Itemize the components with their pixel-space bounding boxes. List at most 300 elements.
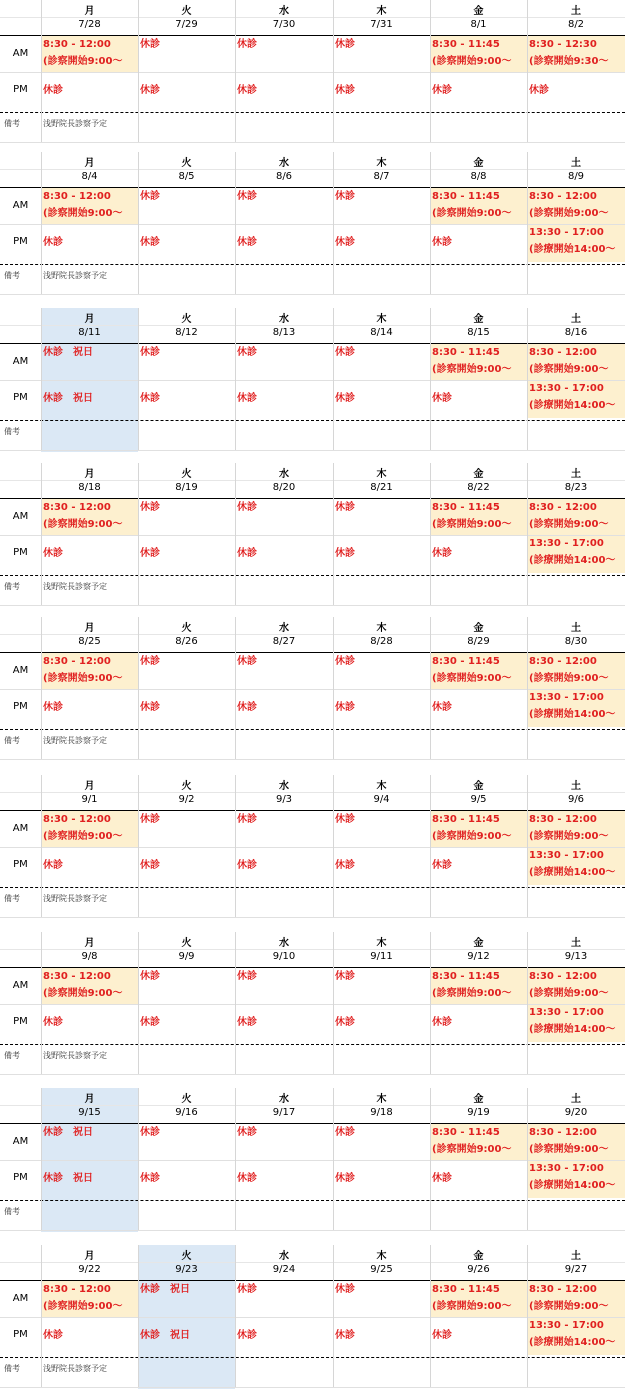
schedule-text: 8:30 - 12:00 <box>529 502 597 513</box>
schedule-text: 休診 <box>237 39 257 50</box>
schedule-text: 休診 <box>335 191 355 202</box>
pm-label: PM <box>13 84 28 95</box>
am-slot <box>430 188 527 224</box>
schedule-text: 休診 <box>140 347 160 358</box>
date-cell: 8/30 <box>564 636 588 647</box>
schedule-text: 休診 <box>335 971 355 982</box>
schedule-text: (診察開始9:00〜 <box>529 208 609 219</box>
schedule-text: 休診 祝日 <box>43 1127 93 1138</box>
weekday-header: 金 <box>473 623 484 634</box>
pm-slot <box>527 535 625 573</box>
pm-slot <box>430 380 527 418</box>
weekday-header: 火 <box>181 158 192 169</box>
row-divider <box>0 1004 625 1005</box>
schedule-text: 休診 祝日 <box>140 1284 190 1295</box>
weekday-header: 月 <box>84 623 95 634</box>
am-slot <box>41 811 138 847</box>
schedule-text: 8:30 - 12:00 <box>43 656 111 667</box>
row-divider <box>0 72 625 73</box>
column-divider <box>430 463 431 605</box>
schedule-text: 休診 <box>237 1017 257 1028</box>
weekday-header: 木 <box>376 314 387 325</box>
pm-slot <box>41 380 138 418</box>
column-divider <box>235 617 236 759</box>
row-divider <box>0 575 625 576</box>
note-label: 備考 <box>4 736 20 745</box>
am-slot <box>333 1281 430 1317</box>
date-cell: 8/27 <box>272 636 296 647</box>
pm-slot <box>333 1160 430 1198</box>
schedule-text: 休診 <box>140 502 160 513</box>
pm-slot <box>235 1004 333 1042</box>
pm-slot <box>235 224 333 262</box>
row-divider <box>0 380 625 381</box>
schedule-text: 8:30 - 12:00 <box>43 191 111 202</box>
schedule-text: 休診 <box>140 85 160 96</box>
date-cell: 8/7 <box>373 171 390 182</box>
am-slot <box>235 36 333 72</box>
date-cell: 8/18 <box>78 482 101 493</box>
schedule-text: (診察開始9:00〜 <box>432 519 512 530</box>
schedule-text: 8:30 - 11:45 <box>432 1284 500 1295</box>
schedule-text: (診察開始9:00〜 <box>43 519 123 530</box>
schedule-text: 休診 祝日 <box>43 1173 93 1184</box>
row-divider <box>0 142 625 143</box>
am-slot <box>138 344 235 380</box>
row-divider <box>0 169 625 170</box>
am-slot <box>235 811 333 847</box>
note-label: 備考 <box>4 894 20 903</box>
schedule-text: 休診 <box>237 85 257 96</box>
column-divider <box>333 617 334 759</box>
schedule-text: 8:30 - 11:45 <box>432 1127 500 1138</box>
week-block <box>0 0 625 152</box>
pm-slot <box>527 380 625 418</box>
pm-label: PM <box>13 1329 28 1340</box>
column-divider <box>235 1245 236 1387</box>
week-block <box>0 308 625 463</box>
date-cell: 8/19 <box>175 482 198 493</box>
am-slot <box>235 1281 333 1317</box>
pm-slot <box>41 1160 138 1198</box>
am-slot <box>235 653 333 689</box>
am-slot <box>41 1124 138 1160</box>
schedule-text: (診療開始14:00〜 <box>529 1024 616 1035</box>
schedule-text: 休診 <box>432 702 452 713</box>
row-divider <box>0 1387 625 1388</box>
schedule-text: (診察開始9:00〜 <box>432 208 512 219</box>
schedule-text: 休診 <box>432 1330 452 1341</box>
pm-slot <box>138 1317 235 1355</box>
row-divider <box>0 1280 625 1281</box>
am-slot <box>235 344 333 380</box>
schedule-text: 休診 <box>140 814 160 825</box>
schedule-text: (診察開始9:00〜 <box>43 208 123 219</box>
note-label: 備考 <box>4 1364 20 1373</box>
am-slot <box>41 188 138 224</box>
am-slot <box>333 36 430 72</box>
column-divider <box>235 308 236 450</box>
pm-slot <box>333 72 430 110</box>
weekday-header: 火 <box>181 1094 192 1105</box>
schedule-text: 休診 <box>335 237 355 248</box>
date-cell: 8/26 <box>175 636 198 647</box>
schedule-text: 休診 <box>529 85 549 96</box>
schedule-text: (診察開始9:00〜 <box>432 364 512 375</box>
schedule-text: 休診 <box>237 702 257 713</box>
row-divider <box>0 450 625 451</box>
column-divider <box>138 152 139 294</box>
schedule-text: 休診 <box>140 191 160 202</box>
pm-slot <box>138 72 235 110</box>
schedule-text: (診察開始9:00〜 <box>432 831 512 842</box>
schedule-text: 休診 <box>335 1173 355 1184</box>
column-divider <box>527 308 528 450</box>
am-label: AM <box>12 200 29 211</box>
row-divider <box>0 689 625 690</box>
column-divider <box>41 617 42 759</box>
schedule-text: (診療開始14:00〜 <box>529 709 616 720</box>
schedule-text: 13:30 - 17:00 <box>529 227 604 238</box>
pm-slot <box>430 689 527 727</box>
schedule-text: 13:30 - 17:00 <box>529 1007 604 1018</box>
pm-slot <box>527 1004 625 1042</box>
am-slot <box>527 653 625 689</box>
schedule-text: 休診 <box>335 860 355 871</box>
note-text: 浅野院長診察予定 <box>43 271 107 280</box>
schedule-text: 13:30 - 17:00 <box>529 692 604 703</box>
schedule-text: (診察開始9:00〜 <box>529 1144 609 1155</box>
schedule-text: (診療開始14:00〜 <box>529 555 616 566</box>
am-slot <box>138 1124 235 1160</box>
schedule-text: 13:30 - 17:00 <box>529 538 604 549</box>
column-divider <box>527 775 528 917</box>
column-divider <box>41 1245 42 1387</box>
schedule-text: 休診 <box>140 656 160 667</box>
schedule-text: 休診 <box>140 1173 160 1184</box>
pm-slot <box>430 72 527 110</box>
schedule-text: (診療開始14:00〜 <box>529 1180 616 1191</box>
am-slot <box>333 499 430 535</box>
am-slot <box>138 36 235 72</box>
pm-slot <box>527 847 625 885</box>
column-divider <box>138 1088 139 1230</box>
date-cell: 8/6 <box>275 171 293 182</box>
column-divider <box>527 1088 528 1230</box>
pm-slot <box>235 535 333 573</box>
pm-slot <box>138 847 235 885</box>
date-cell: 9/2 <box>178 794 195 805</box>
weekday-header: 木 <box>376 938 387 949</box>
schedule-text: 休診 <box>335 1330 355 1341</box>
weekday-header: 土 <box>571 469 581 480</box>
pm-slot <box>430 1160 527 1198</box>
date-cell: 9/22 <box>78 1264 101 1275</box>
am-slot <box>138 1281 235 1317</box>
pm-slot <box>333 847 430 885</box>
am-label: AM <box>12 48 29 59</box>
column-divider <box>333 932 334 1074</box>
column-divider <box>235 152 236 294</box>
weekday-header: 火 <box>181 469 192 480</box>
note-label: 備考 <box>4 119 20 128</box>
week-block <box>0 1245 625 1385</box>
column-divider <box>333 1088 334 1230</box>
week-block <box>0 775 625 932</box>
am-label: AM <box>12 1293 29 1304</box>
weekday-header: 月 <box>84 469 95 480</box>
pm-slot <box>333 689 430 727</box>
weekday-header: 金 <box>473 1094 484 1105</box>
row-divider <box>0 917 625 918</box>
schedule-text: (診療開始14:00〜 <box>529 1337 616 1348</box>
date-cell: 8/2 <box>567 19 585 30</box>
column-divider <box>430 1245 431 1387</box>
schedule-text: 休診 <box>237 502 257 513</box>
row-divider <box>0 810 625 811</box>
pm-slot <box>138 689 235 727</box>
pm-slot <box>138 535 235 573</box>
row-divider <box>0 652 625 653</box>
pm-label: PM <box>13 392 28 403</box>
schedule-text: 休診 <box>140 1017 160 1028</box>
schedule-text: 休診 <box>237 347 257 358</box>
column-divider <box>138 1245 139 1387</box>
pm-label: PM <box>13 701 28 712</box>
am-slot <box>333 188 430 224</box>
weekday-header: 火 <box>181 6 192 17</box>
schedule-text: 休診 <box>43 85 63 96</box>
column-divider <box>41 1088 42 1230</box>
schedule-text: (診察開始9:00〜 <box>43 673 123 684</box>
schedule-text: 8:30 - 12:00 <box>529 191 597 202</box>
column-divider <box>430 308 431 450</box>
am-slot <box>430 36 527 72</box>
column-divider <box>41 152 42 294</box>
weekday-header: 水 <box>279 469 289 480</box>
schedule-text: 休診 <box>335 502 355 513</box>
schedule-text: 8:30 - 12:00 <box>43 39 111 50</box>
date-cell: 9/19 <box>467 1107 490 1118</box>
row-divider <box>0 605 625 606</box>
am-slot <box>235 188 333 224</box>
schedule-text: 休診 <box>335 548 355 559</box>
pm-slot <box>333 1004 430 1042</box>
pm-slot <box>235 1317 333 1355</box>
weekday-header: 月 <box>84 1251 95 1262</box>
schedule-text: 休診 <box>140 1127 160 1138</box>
schedule-text: 休診 <box>335 814 355 825</box>
weekday-header: 水 <box>279 1094 289 1105</box>
am-slot <box>333 653 430 689</box>
schedule-text: 13:30 - 17:00 <box>529 383 604 394</box>
weekday-header: 木 <box>376 469 387 480</box>
schedule-text: 8:30 - 12:00 <box>529 656 597 667</box>
schedule-text: (診察開始9:00〜 <box>43 1301 123 1312</box>
week-block <box>0 932 625 1088</box>
column-divider <box>235 463 236 605</box>
am-slot <box>430 811 527 847</box>
am-slot <box>138 499 235 535</box>
pm-slot <box>527 689 625 727</box>
am-slot <box>138 188 235 224</box>
schedule-text: 休診 <box>237 237 257 248</box>
schedule-text: 8:30 - 11:45 <box>432 656 500 667</box>
am-slot <box>41 499 138 535</box>
schedule-text: 8:30 - 11:45 <box>432 347 500 358</box>
schedule-text: 休診 <box>43 237 63 248</box>
weekday-header: 火 <box>181 1251 192 1262</box>
am-slot <box>430 968 527 1004</box>
weekday-header: 金 <box>473 314 484 325</box>
row-divider <box>0 325 625 326</box>
row-divider <box>0 187 625 188</box>
column-divider <box>333 308 334 450</box>
date-cell: 9/16 <box>175 1107 198 1118</box>
pm-slot <box>138 1160 235 1198</box>
weekday-header: 水 <box>279 938 289 949</box>
pm-slot <box>41 72 138 110</box>
am-slot <box>333 811 430 847</box>
date-cell: 9/17 <box>272 1107 296 1118</box>
schedule-text: 休診 <box>140 860 160 871</box>
row-divider <box>0 967 625 968</box>
pm-slot <box>527 1160 625 1198</box>
date-cell: 8/4 <box>81 171 98 182</box>
schedule-text: (診察開始9:00〜 <box>432 673 512 684</box>
date-cell: 9/27 <box>564 1264 588 1275</box>
pm-slot <box>527 224 625 262</box>
date-cell: 9/18 <box>370 1107 393 1118</box>
date-cell: 8/25 <box>78 636 101 647</box>
column-divider <box>527 463 528 605</box>
schedule-text: 休診 祝日 <box>43 347 93 358</box>
schedule-text: (診察開始9:00〜 <box>529 1301 609 1312</box>
schedule-text: 休診 <box>43 860 63 871</box>
weekday-header: 土 <box>571 158 581 169</box>
schedule-text: 休診 <box>237 548 257 559</box>
am-slot <box>430 653 527 689</box>
weekday-header: 月 <box>84 1094 95 1105</box>
week-block <box>0 152 625 308</box>
schedule-text: (診療開始14:00〜 <box>529 400 616 411</box>
schedule-text: 休診 <box>43 548 63 559</box>
schedule-text: 休診 <box>432 85 452 96</box>
column-divider <box>138 308 139 450</box>
schedule-text: (診療開始14:00〜 <box>529 244 616 255</box>
date-cell: 8/13 <box>272 327 296 338</box>
schedule-text: 休診 <box>140 971 160 982</box>
am-slot <box>138 811 235 847</box>
row-divider <box>0 343 625 344</box>
column-divider <box>527 617 528 759</box>
weekday-header: 金 <box>473 781 484 792</box>
schedule-text: 8:30 - 11:45 <box>432 502 500 513</box>
pm-label: PM <box>13 1172 28 1183</box>
column-divider <box>138 617 139 759</box>
schedule-text: 13:30 - 17:00 <box>529 850 604 861</box>
column-divider <box>235 932 236 1074</box>
schedule-text: 休診 <box>237 1127 257 1138</box>
pm-slot <box>235 380 333 418</box>
am-label: AM <box>12 980 29 991</box>
schedule-text: 13:30 - 17:00 <box>529 1320 604 1331</box>
weekday-header: 月 <box>84 6 95 17</box>
row-divider <box>0 1200 625 1201</box>
row-divider <box>0 224 625 225</box>
row-divider <box>0 1074 625 1075</box>
row-divider <box>0 264 625 265</box>
schedule-text: 8:30 - 12:00 <box>43 1284 111 1295</box>
date-cell: 8/22 <box>467 482 490 493</box>
schedule-text: 休診 <box>237 393 257 404</box>
weekday-header: 土 <box>571 6 581 17</box>
weekday-header: 金 <box>473 6 484 17</box>
am-slot <box>138 653 235 689</box>
weekday-header: 水 <box>279 158 289 169</box>
schedule-text: 8:30 - 12:00 <box>529 814 597 825</box>
pm-slot <box>138 224 235 262</box>
note-text: 浅野院長診察予定 <box>43 1364 107 1373</box>
am-slot <box>527 811 625 847</box>
weekday-header: 木 <box>376 1094 387 1105</box>
note-label: 備考 <box>4 1207 20 1216</box>
weekday-header: 金 <box>473 938 484 949</box>
column-divider <box>138 463 139 605</box>
weekday-header: 水 <box>279 1251 289 1262</box>
schedule-text: 8:30 - 12:30 <box>529 39 597 50</box>
date-cell: 8/23 <box>564 482 588 493</box>
weekday-header: 水 <box>279 314 289 325</box>
schedule-text: 休診 <box>432 237 452 248</box>
column-divider <box>41 0 42 142</box>
pm-slot <box>235 1160 333 1198</box>
schedule-text: 休診 <box>43 1330 63 1341</box>
schedule-text: (診療開始14:00〜 <box>529 867 616 878</box>
column-divider <box>41 308 42 450</box>
row-divider <box>0 1044 625 1045</box>
column-divider <box>527 152 528 294</box>
weekday-header: 金 <box>473 158 484 169</box>
schedule-text: 休診 <box>335 39 355 50</box>
date-cell: 8/5 <box>178 171 195 182</box>
schedule-text: 8:30 - 12:00 <box>529 971 597 982</box>
am-slot <box>527 344 625 380</box>
schedule-text: 8:30 - 12:00 <box>43 971 111 982</box>
weekday-header: 火 <box>181 623 192 634</box>
note-label: 備考 <box>4 1051 20 1060</box>
pm-slot <box>41 847 138 885</box>
column-divider <box>430 617 431 759</box>
week-block <box>0 617 625 775</box>
date-cell: 8/16 <box>564 327 588 338</box>
row-divider <box>0 1105 625 1106</box>
note-text: 浅野院長診察予定 <box>43 1051 107 1060</box>
date-cell: 9/6 <box>567 794 585 805</box>
pm-slot <box>430 1004 527 1042</box>
am-slot <box>527 968 625 1004</box>
date-cell: 8/15 <box>467 327 490 338</box>
am-slot <box>333 968 430 1004</box>
schedule-text: 13:30 - 17:00 <box>529 1163 604 1174</box>
schedule-text: 休診 <box>335 656 355 667</box>
weekday-header: 月 <box>84 158 95 169</box>
row-divider <box>0 294 625 295</box>
date-cell: 9/10 <box>272 951 296 962</box>
am-slot <box>527 188 625 224</box>
schedule-text: 休診 <box>43 702 63 713</box>
row-divider <box>0 729 625 730</box>
